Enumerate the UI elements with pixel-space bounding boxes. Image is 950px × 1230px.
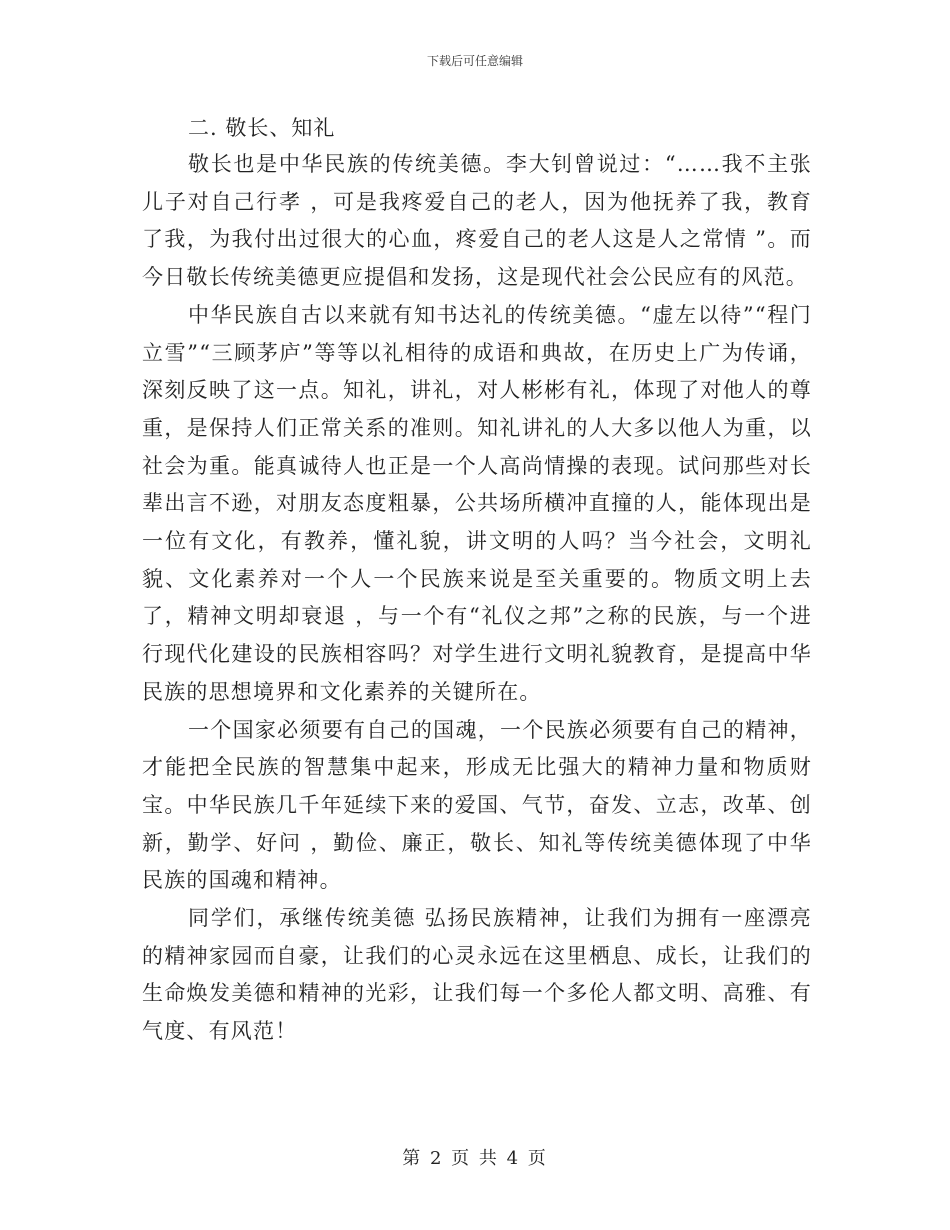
page-number: 第 2 页 共 4 页: [402, 1148, 548, 1169]
section-title: 二. 敬长、知礼: [188, 116, 336, 140]
document-body: [142, 110, 812, 1051]
paragraph-closing-appeal: 同学们，承继传统美德 弘扬民族精神，让我们为拥有一座漂亮的精神家园而自豪，让我们的心灵永远在这里栖息、成长，让我们的生命焕发美德和精神的光彩，让我们每一个多伦人都文明、高雅、有气度、有风范！: [142, 906, 812, 1044]
paragraph-respect-elders: 敬长也是中华民族的传统美德。李大钊曾说过：“……我不主张儿子对自己行孝 ，可是我疼爱自己的老人，因为他抚养了我，教育了我，为我付出过很大的心血，疼爱自己的老人这是人之常情 ”。而今日敬长传统美德更应提倡和发扬，这是现代社会公民应有的风范。: [142, 152, 812, 290]
paragraph-courtesy: 中华民族自古以来就有知书达礼的传统美德。“虚左以待”“程门立雪”“三顾茅庐”等等以礼相待的成语和典故，在历史上广为传诵，深刻反映了这一点。知礼，讲礼，对人彬彬有礼，体现了对他人的尊重，是保持人们正常关系的准则。知礼讲礼的人大多以他人为重，以社会为重。能真诚待人也正是一个人高尚情操的表现。试问那些对长辈出言不逊，对朋友态度粗暴，公共场所横冲直撞的人，能体现出是一位有文化，有教养，懂礼貌，讲文明的人吗？当今社会，文明礼貌、文化素养对一个人一个民族来说是至关重要的。物质文明上去了，精神文明却衰退 ，与一个有“礼仪之邦”之称的民族，与一个进行现代化建设的民族相容吗？对学生进行文明礼貌教育，是提高中华民族的思想境界和文化素养的关键所在。: [142, 302, 812, 704]
page-header-note: 下载后可任意编辑: [426, 54, 523, 68]
paragraph-national-spirit: 一个国家必须要有自己的国魂，一个民族必须要有自己的精神，才能把全民族的智慧集中起来，形成无比强大的精神力量和物质财宝。中华民族几千年延续下来的爱国、气节，奋发、立志，改革、创新，勤学、好问 ，勤俭、廉正，敬长、知礼等传统美德体现了中华民族的国魂和精神。: [142, 717, 812, 893]
